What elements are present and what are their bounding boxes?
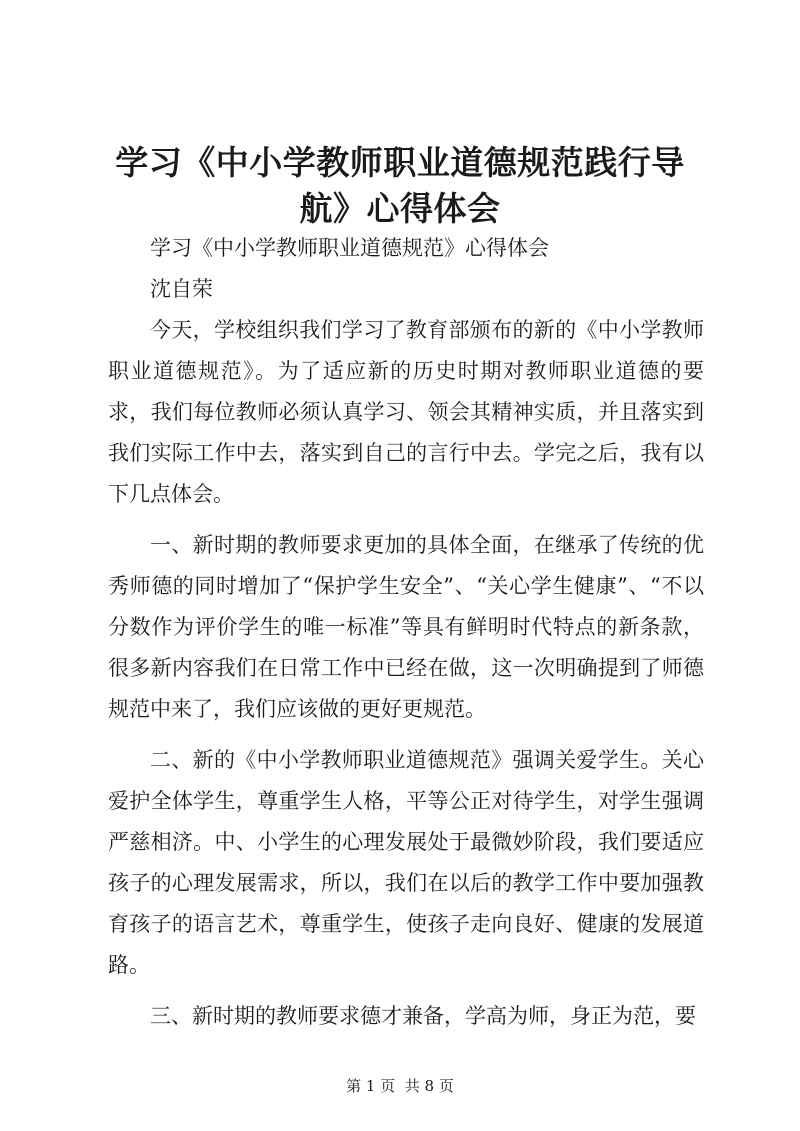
author-line: 沈自荣 bbox=[150, 277, 213, 301]
paragraph-intro: 今天，学校组织我们学习了教育部颁布的新的《中小学教师职业道德规范》。为了适应新的历史时期对教师职业道德的要求，我们每位教师必须认真学习、领会其精神实质，并且落实到我们实际工作中去，落实到自己的言行中去。学完之后，我有以下几点体会。 bbox=[108, 318, 704, 506]
subtitle-line: 学习《中小学教师职业道德规范》心得体会 bbox=[150, 236, 549, 260]
document-body bbox=[108, 228, 704, 1037]
paragraph-point-1: 一、新时期的教师要求更加的具体全面，在继承了传统的优秀师德的同时增加了“保护学生安全”、“关心学生健康”、“不以分数作为评价学生的唯一标准”等具有鲜明时代特点的新条款，很多新内容我们在日常工作中已经在做，这一次明确提到了师德规范中来了，我们应该做的更好更规范。 bbox=[108, 533, 704, 721]
page-footer bbox=[0, 1076, 800, 1096]
page-number-label: 第 1 页 共 8 页 bbox=[346, 1077, 454, 1095]
document-title: 学习《中小学教师职业道德规范践行导航》心得体会 bbox=[115, 143, 685, 228]
paragraph-point-3: 三、新时期的教师要求德才兼备，学高为师，身正为范，要 bbox=[150, 1004, 696, 1028]
paragraph-point-2: 二、新的《中小学教师职业道德规范》强调关爱学生。关心爱护全体学生，尊重学生人格，平等公正对待学生，对学生强调严慈相济。中、小学生的心理发展处于最微妙阶段，我们要适应孩子的心理发展需求，所以，我们在以后的教学工作中要加强教育孩子的语言艺术，尊重学生，使孩子走向良好、健康的发展道路。 bbox=[108, 748, 704, 977]
